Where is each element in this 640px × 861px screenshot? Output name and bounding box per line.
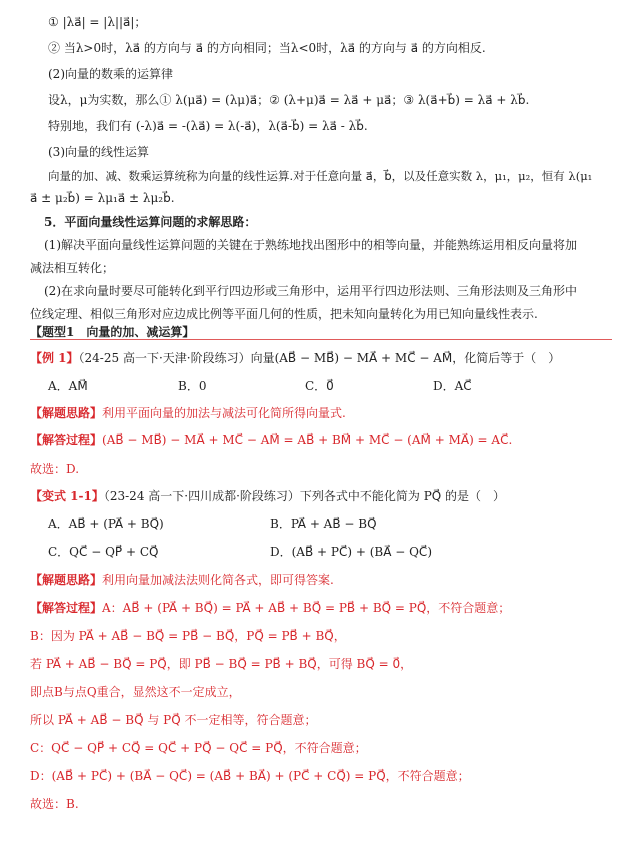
text-line: (1)解决平面向量线性运算问题的关键在于熟练地找出图形中的相等向量，并能熟练运用相反向量将加 [44, 238, 578, 252]
option-c: C．0⃗ [305, 379, 334, 393]
process-line-b2: 若 PA⃗ + AB⃗ − BQ⃗ = PQ⃗，即 PB⃗ − BQ⃗ = PB⃗ + BQ⃗，可得 BQ⃗ = 0⃗， [30, 657, 413, 671]
process-label: 【解答过程】 [30, 601, 103, 615]
solution-process [30, 432, 512, 448]
variant-question [30, 488, 505, 504]
text-line: ① |λa⃗| = |λ||a⃗|； [48, 15, 147, 29]
idea-label: 【解题思路】 [30, 406, 103, 420]
option-a: A．AB⃗ + (PA⃗ + BQ⃗) [48, 517, 164, 531]
text-line: 减法相互转化； [30, 261, 115, 275]
section-title: 【题型1 向量的加、减运算】 [30, 325, 195, 339]
subsection-heading: 5．平面向量线性运算问题的求解思路： [44, 215, 257, 229]
text-line: a⃗ ± μ₂b⃗) = λμ₁a⃗ ± λμ₂b⃗. [30, 191, 175, 205]
example-question [30, 350, 560, 366]
process-text: (AB⃗ − MB⃗) − MA⃗ + MC⃗ − AM⃗ = AB⃗ + BM⃗ + MC⃗ − (AM⃗ + MA⃗) = AC⃗. [102, 433, 513, 447]
option-b: B．0 [178, 379, 207, 393]
option-a: A．AM⃗ [48, 379, 88, 393]
example-label: 【例 1】 [30, 351, 79, 365]
text-line: ② 当λ>0时，λa⃗ 的方向与 a⃗ 的方向相同；当λ<0时，λa⃗ 的方向与 a⃗ 的方向相反. [48, 41, 486, 55]
text-line: 位线定理、相似三角形对应边成比例等平面几何的性质，把未知向量转化为用已知向量线性表示. [30, 307, 538, 321]
option-b: B．PA⃗ + AB⃗ − BQ⃗ [270, 517, 377, 531]
idea-text: 利用平面向量的加法与减法可化简所得向量式. [102, 406, 346, 420]
variant-source: （23-24 高一下·四川成都·阶段练习） [103, 489, 300, 503]
option-d: D．(AB⃗ + PC⃗) + (BA⃗ − QC⃗) [270, 545, 432, 559]
variant-text: 下列各式中不能化简为 PQ⃗ 的是（ ） [299, 489, 506, 503]
option-d: D．AC⃗ [433, 379, 472, 393]
process-line-b1: B：因为 PA⃗ + AB⃗ − BQ⃗ = PB⃗ − BQ⃗，PQ⃗ = PB⃗ + BQ⃗， [30, 629, 346, 643]
text-line: (2)向量的数乘的运算律 [48, 67, 173, 81]
process-label: 【解答过程】 [30, 433, 103, 447]
text-line: 向量的加、减、数乘运算统称为向量的线性运算.对于任意向量 a⃗，b⃗，以及任意实数 λ，μ₁，μ₂，恒有 λ(μ₁ [48, 169, 593, 183]
answer-line: 故选：D. [30, 462, 80, 476]
solution-idea [30, 405, 346, 421]
example-text: 向量(AB⃗ − MB⃗) − MA⃗ + MC⃗ − AM⃗，化简后等于（ ） [250, 351, 561, 365]
text-line: 特别地，我们有 (-λ)a⃗ = -(λa⃗) = λ(-a⃗)，λ(a⃗-b⃗) = λa⃗ - λb⃗. [48, 119, 368, 133]
text-line: (2)在求向量时要尽可能转化到平行四边形或三角形中，运用平行四边形法则、三角形法则及三角形中 [44, 284, 578, 298]
process-line-b4: 所以 PA⃗ + AB⃗ − BQ⃗ 与 PQ⃗ 不一定相等，符合题意； [30, 713, 317, 727]
process-line-c: C：QC⃗ − QP⃗ + CQ⃗ = QC⃗ + PQ⃗ − QC⃗ = PQ⃗，不符合题意； [30, 741, 367, 755]
example-source: （24-25 高一下·天津·阶段练习） [78, 351, 251, 365]
idea-label: 【解题思路】 [30, 573, 103, 587]
text-line: 设λ，μ为实数，那么① λ(μa⃗) = (λμ)a⃗；② (λ+μ)a⃗ = λa⃗ + μa⃗；③ λ(a⃗+b⃗) = λa⃗ + λb⃗. [48, 93, 530, 107]
idea-text: 利用向量加减法法则化简各式，即可得答案. [102, 573, 334, 587]
solution-process [30, 600, 510, 616]
process-line-d: D：(AB⃗ + PC⃗) + (BA⃗ − QC⃗) = (AB⃗ + BA⃗) + (PC⃗ + CQ⃗) = PQ⃗，不符合题意； [30, 769, 470, 783]
process-line-b3: 即点B与点Q重合，显然这不一定成立， [30, 685, 241, 699]
variant-label: 【变式 1-1】 [30, 489, 104, 503]
section-header [30, 321, 612, 340]
text-line: (3)向量的线性运算 [48, 145, 149, 159]
answer-line: 故选：B. [30, 797, 79, 811]
process-text-a: A：AB⃗ + (PA⃗ + BQ⃗) = PA⃗ + AB⃗ + BQ⃗ = PB⃗ + BQ⃗ = PQ⃗，不符合题意； [102, 601, 511, 615]
option-c: C．QC⃗ − QP⃗ + CQ⃗ [48, 545, 159, 559]
solution-idea [30, 572, 334, 588]
